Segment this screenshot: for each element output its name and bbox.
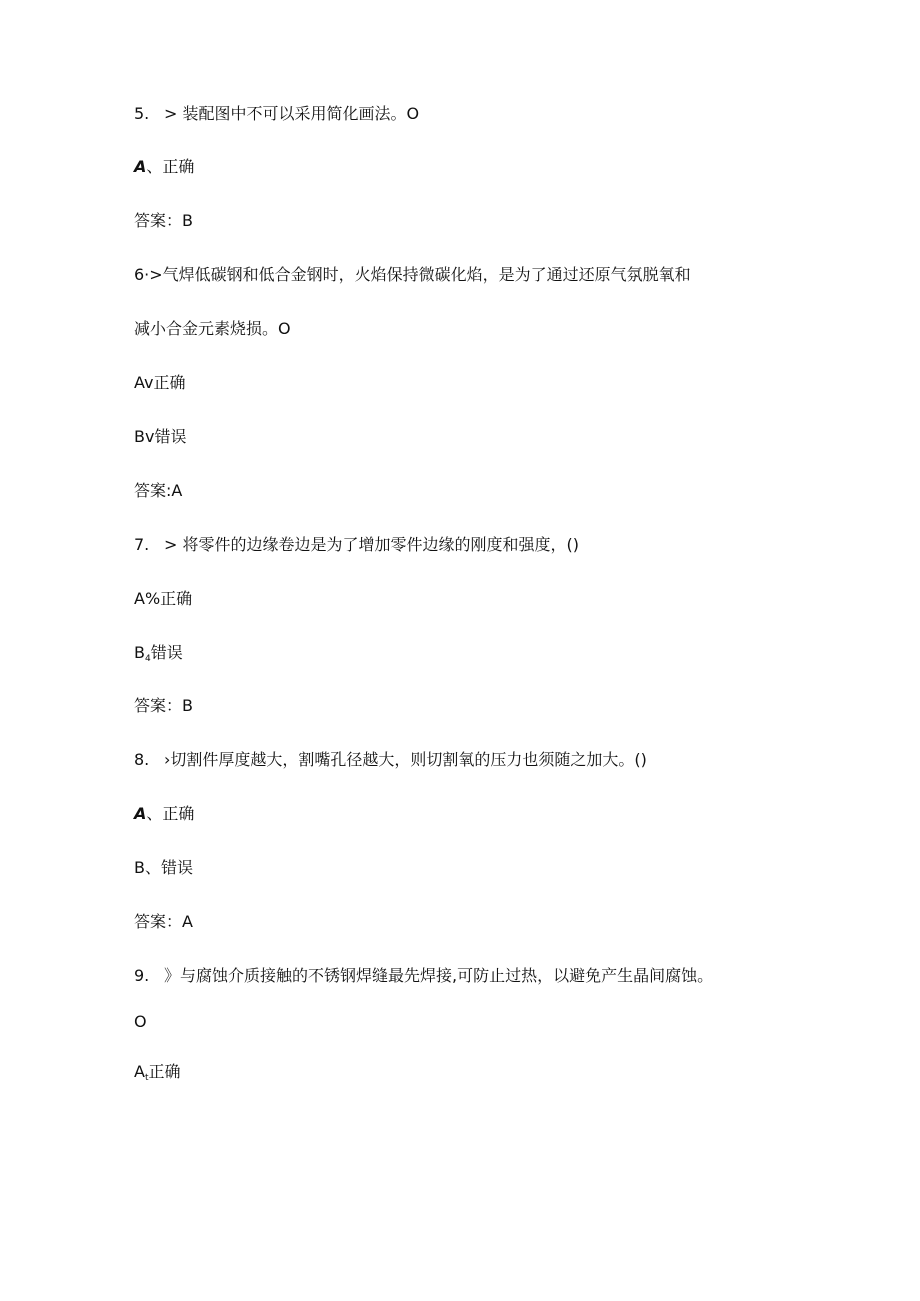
question-7-option-b [134,642,183,670]
option-label-subscript: 4 [144,654,151,664]
question-6-stem [134,264,691,286]
option-text: 正确 [148,1062,181,1081]
option-text: 、正确 [146,157,195,176]
option-text: 错误 [150,643,183,662]
question-text: > 装配图中不可以采用简化画法。O [164,104,420,123]
question-6-option-b: Bv错误 [134,427,187,446]
question-6-answer: 答案:A [134,481,183,500]
question-7-stem [134,534,579,556]
option-label-subscript: t [144,1073,149,1083]
question-5-answer: 答案：B [134,211,193,230]
question-number: 6· [134,265,150,284]
question-7-option-a: A%正确 [134,589,193,608]
question-text: 》与腐蚀介质接触的不锈钢焊缝最先焊接,可防止过热，以避免产生晶间腐蚀。 [164,966,714,985]
question-5-stem [134,103,419,125]
question-7-answer: 答案：B [134,696,193,715]
question-8-option-a [134,803,194,825]
question-text: ›切割件厚度越大，割嘴孔径越大，则切割氧的压力也须随之加大。() [164,750,647,769]
question-6-stem-continued: 减小合金元素烧损。O [134,319,291,338]
question-8-option-b: B、错误 [134,858,193,877]
question-9-stem-continued: O [134,1012,147,1031]
question-9-stem [134,965,713,987]
question-9-option-a [134,1061,181,1089]
question-5-option-a [134,156,194,178]
question-8-answer: 答案：A [134,912,193,931]
question-number: 8. [134,750,150,769]
question-text: >气焊低碳钢和低合金钢时，火焰保持微碳化焰，是为了通过还原气氛脱氧和 [149,265,691,284]
option-label: B [134,643,145,662]
question-text: > 将零件的边缘卷边是为了增加零件边缘的刚度和强度，() [164,535,579,554]
question-number: 9. [134,966,150,985]
option-text: 、正确 [146,804,195,823]
option-label: A [134,157,147,176]
option-label: A [134,804,147,823]
question-8-stem [134,749,647,771]
question-number: 7. [134,535,150,554]
question-number: 5. [134,104,150,123]
option-label: A [134,1062,145,1081]
question-6-option-a: Av正确 [134,373,186,392]
